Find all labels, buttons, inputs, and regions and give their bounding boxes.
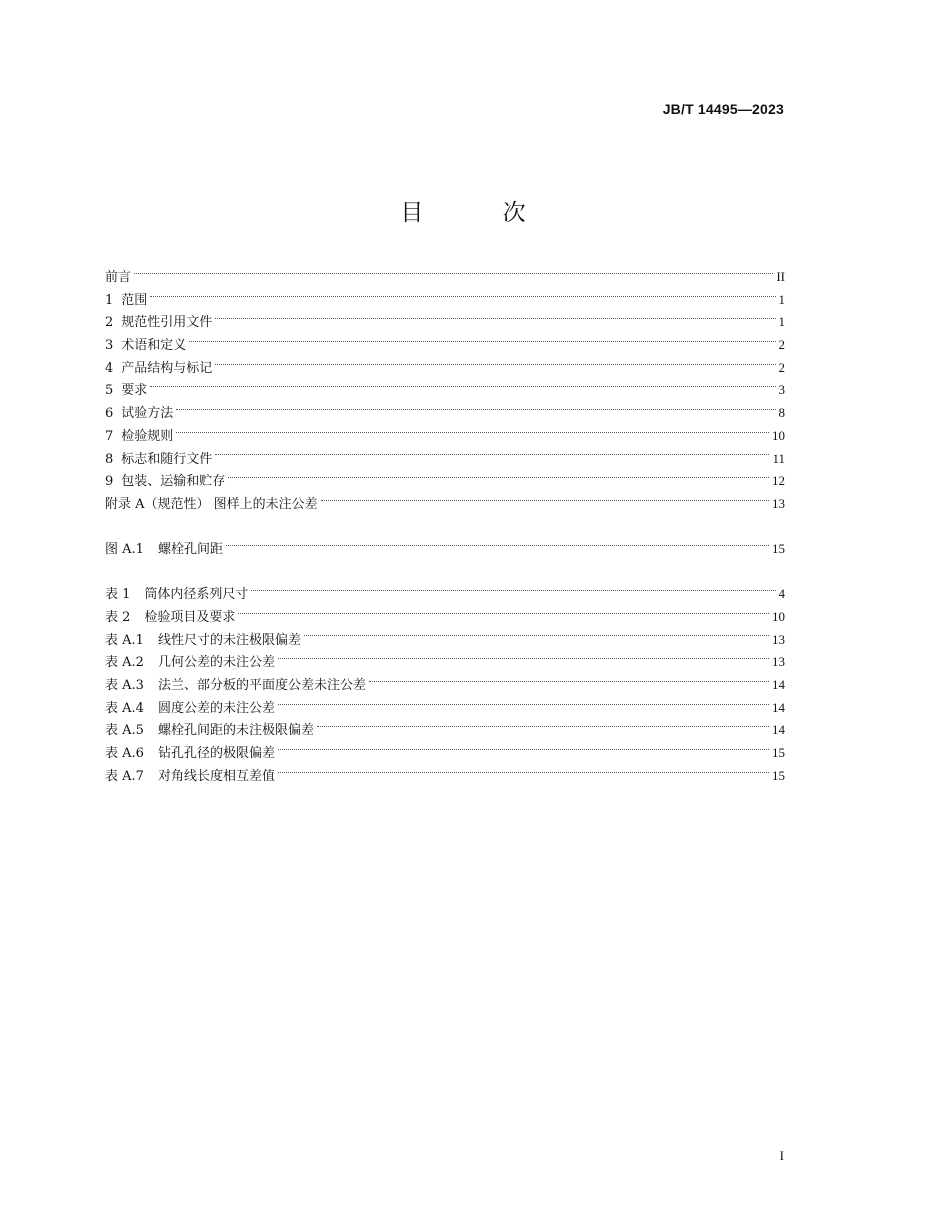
- toc-entry-page: II: [776, 269, 785, 284]
- toc-entry-title: 检验项目及要求: [144, 609, 236, 625]
- toc-entry-page: 8: [778, 405, 785, 421]
- toc-entry-page: 3: [778, 382, 785, 398]
- toc-entry-title: 筒体内径系列尺寸: [144, 587, 249, 603]
- toc-leader-dots: [317, 726, 769, 727]
- page-number: I: [779, 1148, 784, 1163]
- toc-leader-dots: [215, 318, 775, 319]
- toc-entry-number: 表 A.3: [105, 678, 144, 693]
- toc-entry-page: 2: [778, 359, 785, 375]
- toc-entry-title: 螺栓孔间距的未注极限偏差: [157, 723, 314, 739]
- toc-entry-page: 15: [772, 767, 785, 783]
- toc-entry[interactable]: [105, 742, 785, 765]
- toc-leader-dots: [278, 772, 769, 773]
- toc-entry-page: 2: [778, 337, 785, 353]
- toc-entry-title: 前言: [105, 270, 132, 285]
- toc-entry[interactable]: [105, 266, 785, 289]
- toc-entry-title: 术语和定义: [121, 338, 187, 354]
- toc-tables: [105, 583, 785, 787]
- toc-entry-number: 表 A.1: [105, 632, 144, 648]
- toc-leader-dots: [278, 704, 769, 705]
- toc-entry-number: 表 A.2: [105, 655, 144, 671]
- toc-entry[interactable]: [105, 583, 785, 606]
- toc-entry-number: 表 A.7: [105, 768, 144, 784]
- toc-entry[interactable]: [105, 379, 785, 402]
- toc-entry-page: 14: [772, 677, 785, 692]
- toc-leader-dots: [215, 364, 775, 365]
- toc-entry-page: 14: [772, 699, 785, 715]
- toc-entry-page: 14: [772, 722, 785, 738]
- toc-entry-number: 表 A.6: [105, 746, 144, 762]
- toc-entry[interactable]: [105, 697, 785, 720]
- toc-entry[interactable]: [105, 311, 785, 334]
- toc-entry-title: 钻孔孔径的极限偏差: [157, 746, 275, 762]
- toc-entry[interactable]: [105, 629, 785, 652]
- toc-entry[interactable]: [105, 289, 785, 312]
- toc-entry[interactable]: [105, 674, 785, 697]
- toc-figures: [105, 538, 785, 561]
- toc-entry-title: 检验规则: [121, 428, 174, 444]
- toc-entry[interactable]: [105, 402, 785, 425]
- toc-entry-page: 13: [772, 654, 785, 670]
- toc-entry-page: 11: [772, 450, 785, 466]
- toc-entry-number: 8: [105, 451, 114, 467]
- toc-entry[interactable]: [105, 334, 785, 357]
- toc-leader-dots: [321, 500, 769, 501]
- toc-leader-dots: [278, 658, 769, 659]
- toc-entry-title: 范围: [121, 292, 148, 308]
- toc-entry-number: 2: [105, 315, 114, 331]
- toc-entry-title: 圆度公差的未注公差: [157, 700, 275, 716]
- toc-entry[interactable]: [105, 448, 785, 471]
- toc-leader-dots: [189, 341, 775, 342]
- toc-leader-dots: [278, 749, 769, 750]
- toc-leader-dots: [304, 635, 769, 636]
- toc-entry[interactable]: [105, 470, 785, 493]
- toc-entry[interactable]: [105, 493, 785, 516]
- toc-entry-number: 4: [105, 360, 114, 376]
- toc-leader-dots: [238, 613, 769, 614]
- toc-entry-title: 线性尺寸的未注极限偏差: [157, 632, 301, 648]
- toc-leader-dots: [228, 477, 769, 478]
- toc-entry-title: 几何公差的未注公差: [157, 655, 275, 671]
- toc-entry-number: 5: [105, 383, 114, 399]
- toc-entry-title: 要求: [121, 383, 148, 399]
- toc-entry-title: 包装、运输和贮存: [121, 474, 226, 490]
- toc-entry-page: 13: [772, 495, 785, 511]
- toc-leader-dots: [226, 545, 769, 546]
- toc-entry-page: 4: [778, 586, 785, 602]
- toc-entry[interactable]: [105, 765, 785, 788]
- toc-entry-title: 试验方法: [121, 406, 174, 422]
- toc-leader-dots: [176, 432, 769, 433]
- toc-entry[interactable]: [105, 651, 785, 674]
- toc-entry-page: 10: [772, 427, 785, 443]
- toc-entry-number: 6: [105, 406, 114, 422]
- toc-entry-title: 螺栓孔间距: [157, 542, 223, 558]
- toc-entry-title: 标志和随行文件: [121, 451, 213, 467]
- toc-entry[interactable]: [105, 425, 785, 448]
- toc-leader-dots: [251, 590, 775, 591]
- toc-sections: [105, 266, 785, 516]
- toc-entry-number: 表 2: [105, 609, 131, 625]
- toc-leader-dots: [134, 273, 773, 274]
- toc-entry[interactable]: [105, 538, 785, 561]
- toc-entry-number: 表 A.5: [105, 723, 144, 739]
- toc-entry-page: 1: [778, 314, 785, 330]
- toc-entry-number: 9: [105, 474, 114, 490]
- toc-entry[interactable]: [105, 719, 785, 742]
- toc-entry-number: 表 A.4: [105, 700, 144, 716]
- toc-entry-number: 3: [105, 338, 114, 354]
- toc-entry-page: 1: [778, 291, 785, 307]
- toc-entry-title: 规范性引用文件: [121, 315, 213, 331]
- toc-entry-title: 产品结构与标记: [121, 360, 213, 376]
- toc-entry-page: 13: [772, 631, 785, 647]
- toc-entry-title: 对角线长度相互差值: [157, 768, 275, 784]
- toc-entry-title: 法兰、部分板的平面度公差未注公差: [157, 678, 366, 693]
- toc-entry-number: 表 1: [105, 587, 131, 603]
- toc-leader-dots: [215, 454, 769, 455]
- toc-entry[interactable]: [105, 606, 785, 629]
- table-of-contents: [105, 266, 785, 787]
- toc-leader-dots: [150, 296, 775, 297]
- toc-leader-dots: [176, 409, 775, 410]
- toc-entry-number: 图 A.1: [105, 542, 144, 558]
- toc-leader-dots: [150, 386, 775, 387]
- toc-entry-page: 12: [772, 473, 785, 489]
- page-title: 目 次: [400, 200, 562, 226]
- toc-entry[interactable]: [105, 357, 785, 380]
- toc-entry-page: 10: [772, 608, 785, 624]
- toc-entry-number: 7: [105, 428, 114, 444]
- toc-entry-page: 15: [772, 745, 785, 761]
- document-code: JB/T 14495—2023: [662, 101, 784, 117]
- toc-entry-page: 15: [772, 541, 785, 557]
- toc-entry-title: 附录 A（规范性） 图样上的未注公差: [105, 496, 318, 512]
- toc-leader-dots: [369, 681, 769, 682]
- toc-entry-number: 1: [105, 292, 114, 308]
